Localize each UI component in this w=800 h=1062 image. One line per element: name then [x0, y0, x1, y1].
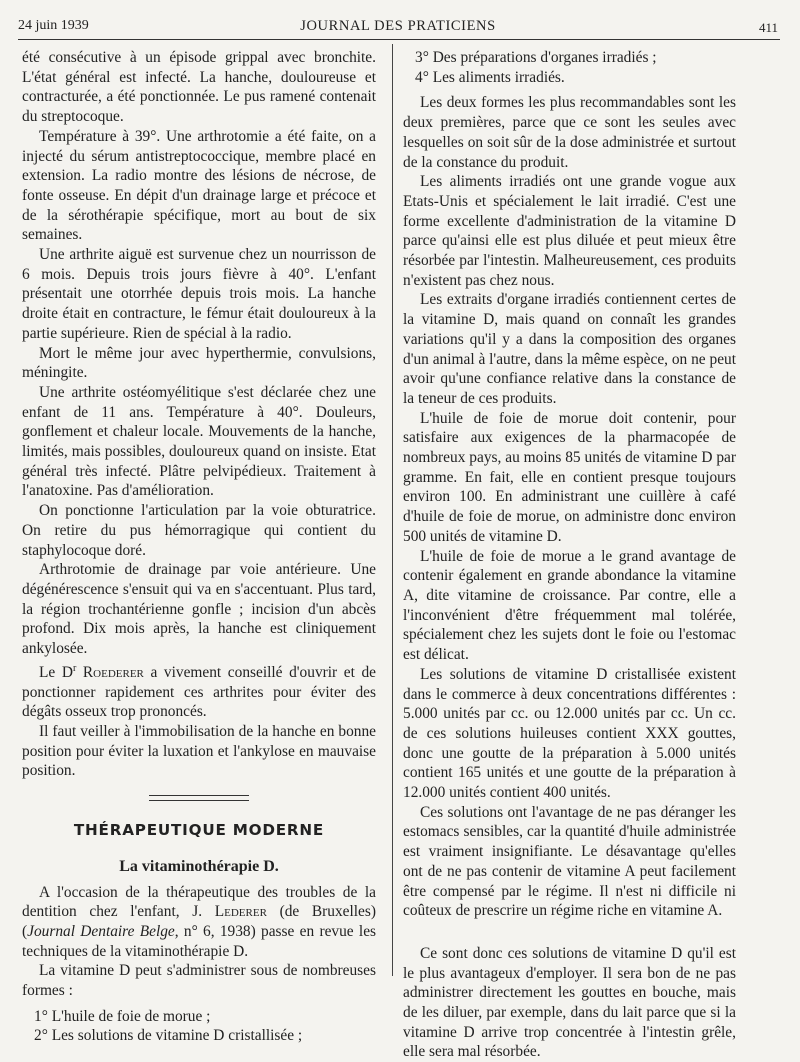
- journal-name: Journal Dentaire Belge: [27, 922, 175, 940]
- paragraph: Il faut veiller à l'immobilisation de la hanche en bonne position pour éviter la luxation et l'ankylose en mauvaise position.: [22, 723, 376, 780]
- header-divider: [18, 39, 780, 40]
- journal-title: JOURNAL DES PRATICIENS: [300, 18, 496, 34]
- paragraph: Arthrotomie de drainage par voie antérieure. Une dégénérescence s'ensuit qui va en s'accentuant. Plus tard, la région trochantérienne gonfle ; incision d'un abcès profond. Dix mois après, la hanche est cliniquement ankylosée.: [22, 561, 376, 658]
- paragraph: Mort le même jour avec hyperthermie, convulsions, méningite.: [22, 344, 376, 382]
- text-run: Le D: [39, 663, 73, 681]
- paragraph-roederer: [22, 659, 376, 722]
- superscript: r: [72, 662, 77, 674]
- page-header: [18, 14, 778, 40]
- paragraph: Les deux formes les plus recommandables sont les deux premières, parce que ce sont les seules avec lesquelles on soit sûr de la dose administrée et surtout de la constance du produit.: [403, 94, 736, 171]
- paragraph-lederer: [22, 883, 376, 962]
- paragraph: Une arthrite aiguë est survenue chez un nourrisson de 6 mois. Depuis trois jours fièvre à 40°. L'enfant présentait une otorrhée depuis trois mois. La hanche droite était en contracture, le fémur était douloureux à la partie supérieure. Rien de spécial à la radio.: [22, 246, 376, 342]
- list-item: 1° L'huile de foie de morue ;: [34, 1007, 211, 1025]
- author-name: Lederer: [214, 903, 267, 921]
- right-column: [403, 48, 736, 1062]
- paragraph: Les extraits d'organe irradiés contiennent certes de la vitamine D, mais quand on connaît les grandes variations qu'il y a dans la composition des organes d'un animal à l'autre, dans la même espèce, on ne peut avoir qu'une confiance relative dans la constance de la teneur de ces produits.: [403, 291, 736, 407]
- text-run: a vivement conseillé d'ouvrir et de ponctionner rapidement ces arthrites pour éviter des dégâts osseux trop prononcés.: [22, 663, 376, 721]
- author-name: Roederer: [82, 663, 144, 681]
- spacer: [403, 921, 736, 944]
- paragraph: Ce sont donc ces solutions de vitamine D qu'il est le plus avantageux d'employer. Il sera bon de ne pas administrer directement les gouttes en bouche, mais de les diluer, par exemple, dans du lait parce que si la vitamine D arrive trop concentrée à l'intestin grêle, elle sera mal résorbée.: [403, 944, 736, 1061]
- text-run: (de Bruxelles) (: [22, 903, 376, 940]
- paragraph: L'huile de foie de morue a le grand avantage de contenir également en grande abondance la vitamine A, dite vitamine de croissance. Par contre, elle a l'inconvénient d'être fréquemment mal tolérée, spécialement chez les sujets dont le foie ou l'estomac est délicat.: [403, 547, 736, 664]
- subsection-title: La vitaminothérapie D.: [119, 857, 279, 875]
- paragraph: La vitamine D peut s'administrer sous de nombreuses formes :: [22, 962, 376, 1000]
- paragraph: On ponctionne l'articulation par la voie obturatrice. On retire du pus hémorragique qui contient du staphylocoque doré.: [22, 502, 376, 559]
- paragraph: Température à 39°. Une arthrotomie a été faite, on a injecté du sérum antistreptococcique, membre placé en extension. La radio montre des lésions de nécrose, de fonte osseuse. En dépit d'un drainage large et précoce et de la sérothérapie spécifique, mort au bout de six semaines.: [22, 127, 376, 244]
- text-run: A l'occasion de la thérapeutique des troubles de la dentition chez l'enfant, J.: [22, 883, 376, 921]
- list-item: 2° Les solutions de vitamine D cristallisée ;: [34, 1027, 303, 1045]
- list-item: 3° Des préparations d'organes irradiés ;: [415, 49, 657, 66]
- paragraph: L'huile de foie de morue doit contenir, pour satisfaire aux exigences de la pharmacopée de nombreux pays, au moins 85 unités de vitamine D par gramme. En fait, elle en contient presque toujours environ 100. En administrant une cuillère à café d'huile de foie de morue, on administre donc environ 500 unités de vitamine D.: [403, 409, 736, 545]
- text-run: , n° 6, 1938) passe en revue les techniques de la vitaminothérapie D.: [22, 922, 377, 960]
- paragraph: Ces solutions ont l'avantage de ne pas déranger les estomacs sensibles, car la quantité d'huile administrée est vraiment insignifiante. Le désavantage qu'elles ont de ne pas contenir de vitamine A peut facilement être compensé par le régime. Il n'est ni difficile ni coûteux de prescrire un régime riche en vitamine A.: [403, 803, 736, 920]
- column-divider: [392, 44, 393, 976]
- paragraph: Les solutions de vitamine D cristallisée existent dans le commerce à deux concentrations différentes : 5.000 unités par cc. ou 12.000 unités par cc. Un cc. de ces solutions huileuses contient XXX gouttes, donc une goutte de la préparation à 5.000 unités contient 165 unités et une goutte de la préparation à 12.000 unités contient 400 unités.: [403, 665, 736, 802]
- list-item: 4° Les aliments irradiés.: [415, 68, 565, 86]
- paragraph: Les aliments irradiés ont une grande vogue aux Etats-Unis et spécialement le lait irradié. C'est une forme excellente d'administration de la vitamine D parce qu'ainsi elle est plus diluée et peut mieux être résorbée par l'intestin. Malheureusement, ces produits n'existent pas chez nous.: [403, 173, 736, 289]
- issue-date: 24 juin 1939: [18, 18, 89, 33]
- paragraph: Une arthrite ostéomyélitique s'est déclarée chez une enfant de 11 ans. Température à 40°. Douleurs, gonflement et chaleur locale. Mouvements de la hanche, limités, mais possibles, douloureux quand on insiste. Etat général très infecté. Plâtre pelvipédieux. Traitement à l'anatoxine. Pas d'amélioration.: [22, 383, 376, 500]
- page-number: 411: [758, 20, 778, 35]
- section-title: THÉRAPEUTIQUE MODERNE: [73, 821, 325, 840]
- section-separator: [149, 795, 249, 801]
- paragraph: été consécutive à un épisode grippal avec bronchite. L'état général est infecté. La hanche, douloureuse et contracturée, a été ponctionnée. Le pus ramené contenait du streptocoque.: [22, 49, 376, 126]
- left-column: [22, 48, 376, 1046]
